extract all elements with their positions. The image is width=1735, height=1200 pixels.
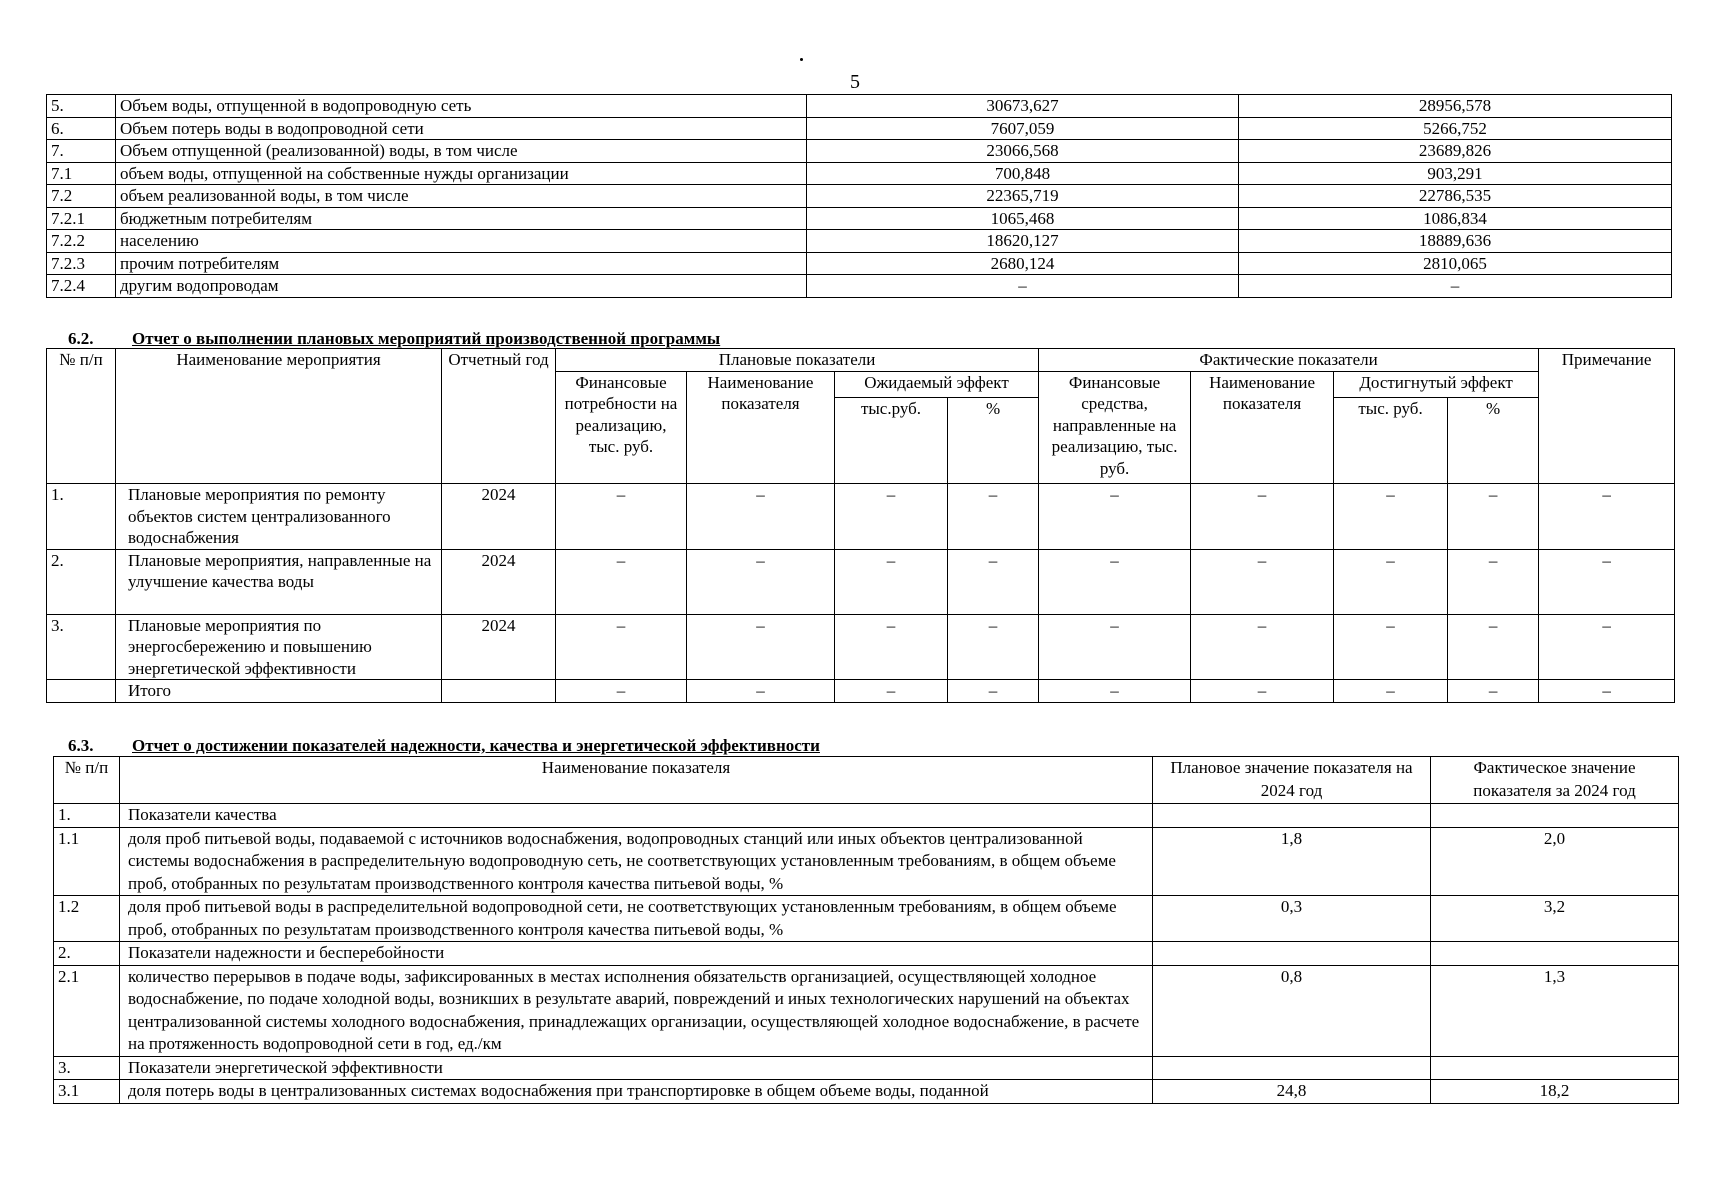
fact-value: 28956,578 (1239, 95, 1672, 118)
fact-value (1431, 804, 1679, 828)
fact-value: 18,2 (1431, 1080, 1679, 1104)
table-row (47, 275, 1672, 298)
table-row (54, 1080, 1679, 1104)
row-name: доля потерь воды в централизованных системах водоснабжения при транспортировке в общем объеме воды, поданной (120, 1080, 1153, 1104)
row-name: Показатели качества (120, 804, 1153, 828)
row-year: 2024 (442, 549, 556, 614)
dash-cell: – (687, 680, 835, 703)
section-6-3-heading (68, 736, 820, 756)
table-row (54, 965, 1679, 1056)
plan-value: – (807, 275, 1239, 298)
header-plan-effect: Ожидаемый эффект (835, 371, 1039, 398)
header-row (47, 349, 1675, 372)
dash-cell: – (1039, 549, 1191, 614)
dash-cell: – (1448, 680, 1539, 703)
row-name: доля проб питьевой воды, подаваемой с источников водоснабжения, водопроводных станций или иных объектов централизованной системы водоснабжения в распределительную водопроводную сеть, не соответствующих установленным требованиям, в общем объеме проб, отобранных по результатам производственного контроля качества питьевой воды, % (120, 827, 1153, 896)
dash-cell: – (1539, 484, 1675, 550)
fact-value (1431, 1056, 1679, 1080)
row-number: 2. (47, 549, 116, 614)
dash-cell: – (1191, 614, 1334, 680)
row-number: 7.2.3 (47, 252, 116, 275)
dash-cell: – (687, 484, 835, 550)
table-row (54, 827, 1679, 896)
row-number: 1. (47, 484, 116, 550)
row-name: доля проб питьевой воды в распределительной водопроводной сети, не соответствующих установленным требованиям, в общем объеме проб, отобранных по результатам производственного контроля качества питьевой воды, % (120, 896, 1153, 942)
table-row (47, 484, 1675, 550)
dash-cell: – (948, 484, 1039, 550)
plan-value (1153, 1056, 1431, 1080)
fact-value: 23689,826 (1239, 140, 1672, 163)
table-row (47, 162, 1672, 185)
table-row (47, 140, 1672, 163)
table-row (54, 1056, 1679, 1080)
dash-cell: – (1448, 549, 1539, 614)
header-plan-effect-rub: тыс.руб. (835, 398, 948, 484)
plan-value: 18620,127 (807, 230, 1239, 253)
table-row (47, 185, 1672, 208)
row-number: 3.1 (54, 1080, 120, 1104)
section-title: Отчет о выполнении плановых мероприятий производственной программы (132, 329, 721, 348)
header-plan-effect-pct: % (948, 398, 1039, 484)
header-fact: Фактическое значение показателя за 2024 год (1431, 757, 1679, 804)
fact-value: 5266,752 (1239, 117, 1672, 140)
dash-cell: – (948, 549, 1039, 614)
dash-cell: – (1191, 680, 1334, 703)
header-year: Отчетный год (442, 349, 556, 484)
row-number: 2.1 (54, 965, 120, 1056)
row-year: 2024 (442, 614, 556, 680)
plan-value: 1065,468 (807, 207, 1239, 230)
page-number: 5 (850, 71, 860, 93)
header-note: Примечание (1539, 349, 1675, 484)
dash-cell: – (1539, 549, 1675, 614)
dash-cell: – (556, 680, 687, 703)
table-row (54, 804, 1679, 828)
row-number (47, 680, 116, 703)
plan-value: 700,848 (807, 162, 1239, 185)
plan-value (1153, 804, 1431, 828)
section-number: 6.3. (68, 736, 94, 755)
row-name: объем воды, отпущенной на собственные нужды организации (116, 162, 807, 185)
row-name: Показатели надежности и бесперебойности (120, 942, 1153, 966)
header-fact-indicator: Наименование показателя (1191, 371, 1334, 484)
header-fact-group: Фактические показатели (1039, 349, 1539, 372)
row-name: Объем потерь воды в водопроводной сети (116, 117, 807, 140)
header-fact-effect-pct: % (1448, 398, 1539, 484)
dash-cell: – (1334, 549, 1448, 614)
dash-cell: – (948, 680, 1039, 703)
water-volume-table (46, 94, 1672, 298)
row-number: 6. (47, 117, 116, 140)
plan-value: 22365,719 (807, 185, 1239, 208)
fact-value: 1,3 (1431, 965, 1679, 1056)
header-num: № п/п (47, 349, 116, 484)
header-fact-fin: Финансовые средства, направленные на реализацию, тыс. руб. (1039, 371, 1191, 484)
fact-value: 22786,535 (1239, 185, 1672, 208)
header-plan-group: Плановые показатели (556, 349, 1039, 372)
row-number: 1. (54, 804, 120, 828)
dash-cell: – (1039, 614, 1191, 680)
section-6-2-heading (68, 329, 720, 349)
dash-cell: – (1539, 680, 1675, 703)
fact-value (1431, 942, 1679, 966)
dash-cell: – (1334, 484, 1448, 550)
header-num: № п/п (54, 757, 120, 804)
dash-cell: – (1191, 549, 1334, 614)
dash-cell: – (835, 549, 948, 614)
dash-cell: – (1448, 614, 1539, 680)
dash-cell: – (948, 614, 1039, 680)
row-number: 7.2.4 (47, 275, 116, 298)
table-row (54, 896, 1679, 942)
plan-value: 24,8 (1153, 1080, 1431, 1104)
fact-value: 18889,636 (1239, 230, 1672, 253)
row-name: другим водопроводам (116, 275, 807, 298)
fact-value: 3,2 (1431, 896, 1679, 942)
table-row (47, 207, 1672, 230)
plan-value: 30673,627 (807, 95, 1239, 118)
plan-value: 0,8 (1153, 965, 1431, 1056)
row-number: 7.1 (47, 162, 116, 185)
header-name: Наименование мероприятия (116, 349, 442, 484)
dash-cell: – (687, 614, 835, 680)
table-row (47, 230, 1672, 253)
row-number: 2. (54, 942, 120, 966)
row-number: 5. (47, 95, 116, 118)
row-number: 7.2.2 (47, 230, 116, 253)
plan-value: 7607,059 (807, 117, 1239, 140)
section-title: Отчет о достижении показателей надежности, качества и энергетической эффективности (132, 736, 820, 755)
dash-cell: – (556, 614, 687, 680)
total-label: Итого (116, 680, 442, 703)
scan-speck (800, 58, 803, 61)
dash-cell: – (1539, 614, 1675, 680)
row-name: объем реализованной воды, в том числе (116, 185, 807, 208)
dash-cell: – (1448, 484, 1539, 550)
dash-cell: – (556, 484, 687, 550)
header-name: Наименование показателя (120, 757, 1153, 804)
row-name: Плановые мероприятия по энергосбережению и повышению энергетической эффективности (116, 614, 442, 680)
table-row (54, 942, 1679, 966)
fact-value: – (1239, 275, 1672, 298)
row-name: Плановые мероприятия, направленные на улучшение качества воды (116, 549, 442, 614)
header-row (54, 757, 1679, 804)
dash-cell: – (835, 614, 948, 680)
plan-value: 2680,124 (807, 252, 1239, 275)
row-number: 3. (54, 1056, 120, 1080)
plan-value (1153, 942, 1431, 966)
row-name: Показатели энергетической эффективности (120, 1056, 1153, 1080)
dash-cell: – (1039, 680, 1191, 703)
fact-value: 2,0 (1431, 827, 1679, 896)
row-number: 7. (47, 140, 116, 163)
table-row (47, 549, 1675, 614)
dash-cell: – (687, 549, 835, 614)
row-name: Плановые мероприятия по ремонту объектов систем централизованного водоснабжения (116, 484, 442, 550)
header-fact-effect: Достигнутый эффект (1334, 371, 1539, 398)
total-row (47, 680, 1675, 703)
dash-cell: – (1334, 614, 1448, 680)
header-plan-indicator: Наименование показателя (687, 371, 835, 484)
planned-measures-table (46, 348, 1675, 703)
fact-value: 1086,834 (1239, 207, 1672, 230)
row-name: бюджетным потребителям (116, 207, 807, 230)
header-fact-effect-rub: тыс. руб. (1334, 398, 1448, 484)
row-number: 1.1 (54, 827, 120, 896)
plan-value: 23066,568 (807, 140, 1239, 163)
dash-cell: – (835, 484, 948, 550)
dash-cell: – (1334, 680, 1448, 703)
row-name: количество перерывов в подаче воды, зафиксированных в местах исполнения обязательств организацией, осуществляющей холодное водоснабжение, по подаче холодной воды, возникших в результате аварий, повреждений и иных технологических нарушений на объектах централизованной системы холодного водоснабжения, принадлежащих организации, осуществляющей холодное водоснабжение, в расчете на протяженность водопроводной сети в год, ед./км (120, 965, 1153, 1056)
plan-value: 0,3 (1153, 896, 1431, 942)
header-plan: Плановое значение показателя на 2024 год (1153, 757, 1431, 804)
row-number: 1.2 (54, 896, 120, 942)
table-row (47, 252, 1672, 275)
row-year (442, 680, 556, 703)
section-number: 6.2. (68, 329, 94, 348)
table-row (47, 117, 1672, 140)
row-name: Объем отпущенной (реализованной) воды, в том числе (116, 140, 807, 163)
row-year: 2024 (442, 484, 556, 550)
indicators-table (53, 756, 1679, 1104)
fact-value: 2810,065 (1239, 252, 1672, 275)
dash-cell: – (1191, 484, 1334, 550)
row-name: населению (116, 230, 807, 253)
dash-cell: – (556, 549, 687, 614)
fact-value: 903,291 (1239, 162, 1672, 185)
row-name: Объем воды, отпущенной в водопроводную сеть (116, 95, 807, 118)
row-number: 3. (47, 614, 116, 680)
table-row (47, 614, 1675, 680)
row-number: 7.2 (47, 185, 116, 208)
row-number: 7.2.1 (47, 207, 116, 230)
dash-cell: – (1039, 484, 1191, 550)
row-name: прочим потребителям (116, 252, 807, 275)
dash-cell: – (835, 680, 948, 703)
header-plan-fin: Финансовые потребности на реализацию, тыс. руб. (556, 371, 687, 484)
table-row (47, 95, 1672, 118)
plan-value: 1,8 (1153, 827, 1431, 896)
